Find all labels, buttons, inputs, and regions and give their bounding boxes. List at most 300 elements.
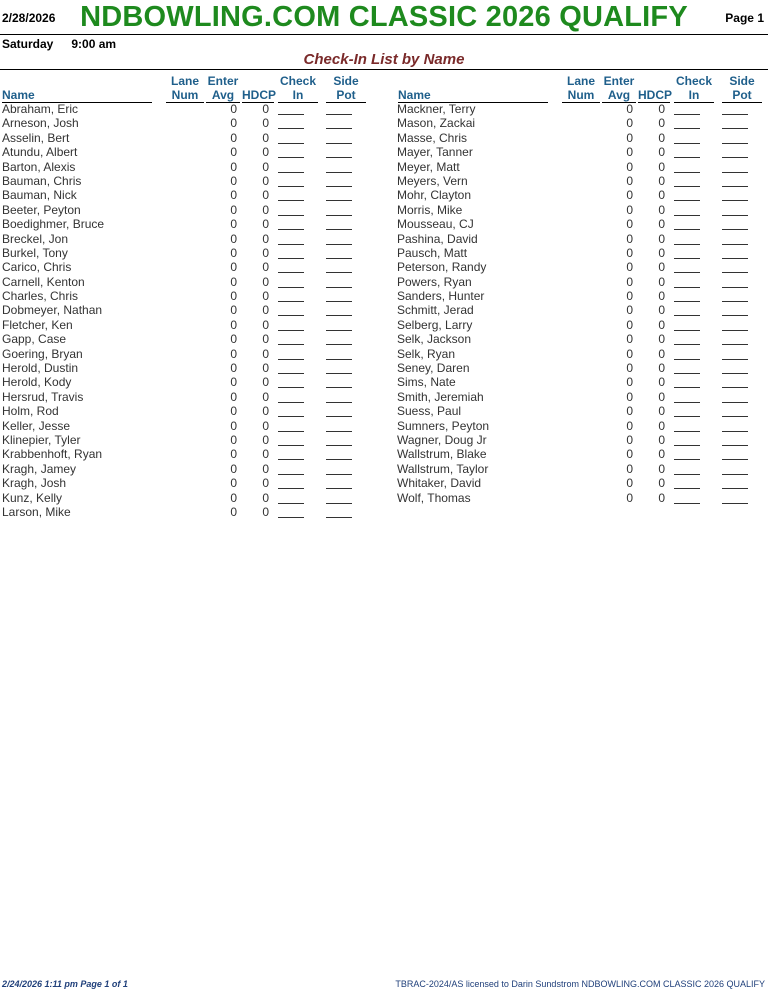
hdcp-value: 0 (262, 432, 269, 447)
enter-avg-value: 0 (230, 188, 237, 203)
bowler-name: Kragh, Jamey (2, 461, 77, 476)
enter-avg-value: 0 (230, 260, 237, 275)
side-pot-blank (722, 431, 748, 432)
bowler-row (396, 419, 764, 433)
bowler-name: Sims, Nate (397, 375, 456, 390)
hdcp-value: 0 (262, 173, 269, 188)
enter-avg-value: 0 (626, 130, 633, 145)
side-pot-blank (326, 488, 352, 489)
side-pot-blank (326, 143, 352, 144)
side-pot-blank (326, 287, 352, 288)
session-day: Saturday (2, 37, 54, 51)
bowler-name: Bauman, Chris (2, 173, 82, 188)
enter-avg-value: 0 (626, 490, 633, 505)
bowler-list-right (396, 102, 764, 505)
hdcp-value: 0 (658, 116, 665, 131)
bowler-name: Mayer, Tanner (397, 145, 473, 160)
check-in-blank (674, 488, 700, 489)
bowler-name: Gapp, Case (2, 332, 67, 347)
bowler-name: Carnell, Kenton (2, 274, 85, 289)
check-in-blank (674, 287, 700, 288)
side-pot-blank (722, 157, 748, 158)
check-in-blank (278, 330, 304, 331)
header-check-line1: Check (279, 74, 317, 88)
bowler-name: Selk, Ryan (397, 346, 456, 361)
header-side-line1: Side (333, 74, 359, 88)
check-in-blank (278, 301, 304, 302)
bowler-name: Bauman, Nick (2, 188, 77, 203)
side-pot-blank (722, 229, 748, 230)
check-in-blank (674, 402, 700, 403)
bowler-row (396, 188, 764, 202)
check-in-blank (278, 114, 304, 115)
side-pot-blank (326, 459, 352, 460)
side-pot-blank (326, 344, 352, 345)
enter-avg-value: 0 (230, 461, 237, 476)
enter-avg-value: 0 (626, 361, 633, 376)
bowler-name: Mason, Zackai (397, 116, 476, 131)
header-lane-line1: Lane (566, 74, 595, 88)
side-pot-blank (722, 200, 748, 201)
subtitle-divider (0, 69, 768, 70)
bowler-name: Mohr, Clayton (397, 188, 472, 203)
hdcp-value: 0 (658, 490, 665, 505)
header-check-line2: In (292, 88, 304, 102)
hdcp-value: 0 (262, 447, 269, 462)
enter-avg-value: 0 (626, 102, 633, 116)
bowler-row (396, 404, 764, 418)
header-side-line1: Side (729, 74, 755, 88)
enter-avg-value: 0 (626, 432, 633, 447)
check-in-blank (278, 387, 304, 388)
side-pot-blank (722, 301, 748, 302)
check-in-blank (674, 359, 700, 360)
check-in-blank (674, 172, 700, 173)
enter-avg-value: 0 (626, 447, 633, 462)
enter-avg-value: 0 (230, 418, 237, 433)
side-pot-blank (722, 287, 748, 288)
check-in-blank (278, 416, 304, 417)
enter-avg-value: 0 (626, 317, 633, 332)
hdcp-value: 0 (262, 332, 269, 347)
side-pot-blank (326, 172, 352, 173)
check-in-blank (674, 244, 700, 245)
header-lane-line2: Num (171, 88, 199, 102)
side-pot-blank (722, 215, 748, 216)
enter-avg-value: 0 (626, 404, 633, 419)
bowler-name: Suess, Paul (397, 404, 462, 419)
hdcp-value: 0 (658, 130, 665, 145)
side-pot-blank (326, 503, 352, 504)
bowler-row (0, 217, 368, 231)
check-in-blank (674, 503, 700, 504)
hdcp-value: 0 (658, 432, 665, 447)
left-column (0, 72, 368, 519)
bowler-row (0, 433, 368, 447)
header-side-line2: Pot (336, 88, 356, 102)
enter-avg-value: 0 (230, 217, 237, 232)
bowler-row (396, 102, 764, 116)
side-pot-blank (722, 488, 748, 489)
enter-avg-value: 0 (626, 173, 633, 188)
hdcp-value: 0 (262, 504, 269, 519)
header-divider (0, 34, 768, 35)
bowler-name: Herold, Kody (2, 375, 72, 390)
hdcp-value: 0 (262, 303, 269, 318)
bowler-row (396, 203, 764, 217)
enter-avg-value: 0 (230, 289, 237, 304)
check-in-blank (674, 157, 700, 158)
check-in-blank (674, 445, 700, 446)
enter-avg-value: 0 (626, 217, 633, 232)
bowler-name: Meyers, Vern (397, 173, 468, 188)
enter-avg-value: 0 (626, 389, 633, 404)
bowler-row (396, 160, 764, 174)
check-in-blank (278, 258, 304, 259)
bowler-row (396, 246, 764, 260)
header-name: Name (2, 88, 152, 103)
enter-avg-value: 0 (626, 145, 633, 160)
bowler-name: Morris, Mike (397, 202, 463, 217)
bowler-name: Hersrud, Travis (2, 389, 84, 404)
bowler-name: Mousseau, CJ (397, 217, 474, 232)
bowler-row (0, 188, 368, 202)
check-in-blank (278, 459, 304, 460)
hdcp-value: 0 (658, 389, 665, 404)
bowler-name: Selberg, Larry (397, 317, 473, 332)
side-pot-blank (326, 315, 352, 316)
bowler-name: Smith, Jeremiah (397, 389, 484, 404)
header-avg-line1: Enter (207, 74, 239, 88)
check-in-blank (674, 229, 700, 230)
header-check-line1: Check (675, 74, 713, 88)
enter-avg-value: 0 (230, 102, 237, 116)
report-date: 2/28/2026 (2, 11, 56, 25)
enter-avg-value: 0 (626, 260, 633, 275)
side-pot-blank (326, 258, 352, 259)
enter-avg-value: 0 (230, 303, 237, 318)
header-side-line2: Pot (732, 88, 752, 102)
side-pot-blank (722, 359, 748, 360)
side-pot-blank (326, 373, 352, 374)
bowler-name: Krabbenhoft, Ryan (2, 447, 103, 462)
side-pot-blank (722, 315, 748, 316)
side-pot-blank (722, 172, 748, 173)
bowler-row (0, 174, 368, 188)
enter-avg-value: 0 (230, 202, 237, 217)
check-in-blank (674, 186, 700, 187)
bowler-row (0, 232, 368, 246)
hdcp-value: 0 (658, 375, 665, 390)
bowler-list-left (0, 102, 368, 519)
enter-avg-value: 0 (230, 432, 237, 447)
header-side-pot (722, 74, 762, 103)
bowler-name: Pausch, Matt (397, 245, 468, 260)
bowler-name: Holm, Rod (2, 404, 59, 419)
enter-avg-value: 0 (626, 202, 633, 217)
bowler-name: Fletcher, Ken (2, 317, 73, 332)
check-in-blank (674, 200, 700, 201)
bowler-name: Pashina, David (397, 231, 478, 246)
bowler-name: Meyer, Matt (397, 159, 460, 174)
enter-avg-value: 0 (626, 418, 633, 433)
check-in-blank (674, 301, 700, 302)
side-pot-blank (326, 128, 352, 129)
bowler-row (0, 462, 368, 476)
hdcp-value: 0 (658, 361, 665, 376)
hdcp-value: 0 (658, 447, 665, 462)
hdcp-value: 0 (658, 260, 665, 275)
hdcp-value: 0 (658, 159, 665, 174)
column-headers (396, 72, 764, 102)
bowler-name: Sanders, Hunter (397, 289, 485, 304)
bowler-row (396, 260, 764, 274)
side-pot-blank (722, 387, 748, 388)
side-pot-blank (326, 186, 352, 187)
bowler-name: Beeter, Peyton (2, 202, 81, 217)
check-in-blank (674, 474, 700, 475)
header-avg-line2: Avg (211, 88, 235, 102)
enter-avg-value: 0 (230, 504, 237, 519)
page-number: Page 1 (725, 11, 764, 25)
side-pot-blank (722, 503, 748, 504)
check-in-blank (674, 416, 700, 417)
bowler-name: Keller, Jesse (2, 418, 71, 433)
enter-avg-value: 0 (626, 159, 633, 174)
bowler-row (396, 375, 764, 389)
bowler-name: Atundu, Albert (2, 145, 78, 160)
hdcp-value: 0 (262, 188, 269, 203)
bowler-row (0, 404, 368, 418)
check-in-blank (674, 128, 700, 129)
bowler-row (0, 361, 368, 375)
enter-avg-value: 0 (626, 188, 633, 203)
header-lane-num (562, 74, 600, 103)
side-pot-blank (722, 373, 748, 374)
bowler-row (0, 260, 368, 274)
bowler-name: Wagner, Doug Jr (397, 432, 487, 447)
side-pot-blank (722, 128, 748, 129)
bowler-row (396, 390, 764, 404)
hdcp-value: 0 (658, 145, 665, 160)
enter-avg-value: 0 (626, 332, 633, 347)
check-in-blank (674, 431, 700, 432)
check-in-blank (674, 387, 700, 388)
header-enter-avg (602, 74, 636, 103)
bowler-row (0, 203, 368, 217)
bowler-row (0, 375, 368, 389)
bowler-row (396, 174, 764, 188)
side-pot-blank (326, 474, 352, 475)
license-line: TBRAC-2024/AS licensed to Darin Sundstrom NDBOWLING.COM CLASSIC 2026 QUALIFY (395, 979, 765, 989)
header-side-pot (326, 74, 366, 103)
check-in-blank (278, 215, 304, 216)
enter-avg-value: 0 (230, 389, 237, 404)
check-in-blank (278, 244, 304, 245)
hdcp-value: 0 (658, 245, 665, 260)
side-pot-blank (722, 402, 748, 403)
enter-avg-value: 0 (230, 490, 237, 505)
bowler-row (396, 131, 764, 145)
hdcp-value: 0 (262, 245, 269, 260)
check-in-blank (278, 344, 304, 345)
side-pot-blank (722, 272, 748, 273)
check-in-blank (674, 114, 700, 115)
bowler-row (396, 116, 764, 130)
header-name: Name (398, 88, 548, 103)
hdcp-value: 0 (262, 361, 269, 376)
bowler-name: Selk, Jackson (397, 332, 472, 347)
bowler-name: Mackner, Terry (397, 102, 476, 116)
bowler-row (396, 447, 764, 461)
check-in-blank (674, 215, 700, 216)
header-avg-line1: Enter (603, 74, 635, 88)
check-in-blank (278, 186, 304, 187)
bowler-name: Schmitt, Jerad (397, 303, 474, 318)
check-in-blank (278, 431, 304, 432)
enter-avg-value: 0 (230, 346, 237, 361)
side-pot-blank (326, 445, 352, 446)
hdcp-value: 0 (262, 476, 269, 491)
header-lane-line1: Lane (170, 74, 199, 88)
header-lane-line2: Num (567, 88, 595, 102)
bowler-row (396, 318, 764, 332)
enter-avg-value: 0 (626, 346, 633, 361)
bowler-name: Abraham, Eric (2, 102, 79, 116)
side-pot-blank (722, 114, 748, 115)
header-hdcp: HDCP (242, 88, 277, 102)
side-pot-blank (722, 416, 748, 417)
side-pot-blank (326, 215, 352, 216)
enter-avg-value: 0 (230, 130, 237, 145)
header-check-line2: In (688, 88, 700, 102)
bowler-row (396, 275, 764, 289)
enter-avg-value: 0 (230, 317, 237, 332)
bowler-name: Seney, Daren (397, 361, 470, 376)
side-pot-blank (326, 244, 352, 245)
enter-avg-value: 0 (230, 231, 237, 246)
side-pot-blank (326, 301, 352, 302)
bowler-row (0, 347, 368, 361)
hdcp-value: 0 (262, 102, 269, 116)
bowler-row (0, 145, 368, 159)
enter-avg-value: 0 (626, 461, 633, 476)
bowler-row (0, 419, 368, 433)
check-in-blank (278, 287, 304, 288)
bowler-row (0, 447, 368, 461)
check-in-blank (278, 474, 304, 475)
check-in-blank (278, 272, 304, 273)
bowler-row (396, 289, 764, 303)
report-subtitle: Check-In List by Name (303, 51, 465, 68)
bowler-row (396, 145, 764, 159)
enter-avg-value: 0 (230, 116, 237, 131)
hdcp-value: 0 (658, 231, 665, 246)
bowler-name: Asselin, Bert (2, 130, 70, 145)
side-pot-blank (722, 474, 748, 475)
side-pot-blank (722, 459, 748, 460)
check-in-blank (278, 128, 304, 129)
check-in-blank (278, 200, 304, 201)
side-pot-blank (722, 186, 748, 187)
enter-avg-value: 0 (230, 245, 237, 260)
side-pot-blank (326, 517, 352, 518)
check-in-blank (278, 157, 304, 158)
bowler-name: Boedighmer, Bruce (2, 217, 105, 232)
hdcp-value: 0 (658, 188, 665, 203)
check-in-blank (278, 373, 304, 374)
bowler-row (0, 275, 368, 289)
bowler-name: Kunz, Kelly (2, 490, 63, 505)
column-headers (0, 72, 368, 102)
bowler-name: Larson, Mike (2, 504, 71, 519)
bowler-row (0, 160, 368, 174)
hdcp-value: 0 (262, 231, 269, 246)
side-pot-blank (326, 200, 352, 201)
bowler-row (396, 217, 764, 231)
hdcp-value: 0 (262, 389, 269, 404)
bowler-name: Herold, Dustin (2, 361, 79, 376)
enter-avg-value: 0 (230, 447, 237, 462)
side-pot-blank (722, 344, 748, 345)
hdcp-value: 0 (658, 202, 665, 217)
bowler-name: Burkel, Tony (2, 245, 68, 260)
bowler-row (0, 102, 368, 116)
check-in-blank (674, 459, 700, 460)
bowler-name: Klinepier, Tyler (2, 432, 81, 447)
bowler-name: Powers, Ryan (397, 274, 472, 289)
check-in-blank (278, 488, 304, 489)
side-pot-blank (326, 157, 352, 158)
hdcp-value: 0 (262, 289, 269, 304)
check-in-blank (674, 373, 700, 374)
print-timestamp: 2/24/2026 1:11 pm Page 1 of 1 (2, 979, 128, 989)
check-in-blank (278, 445, 304, 446)
hdcp-value: 0 (262, 116, 269, 131)
header-enter-avg (206, 74, 240, 103)
enter-avg-value: 0 (626, 289, 633, 304)
bowler-name: Arneson, Josh (2, 116, 79, 131)
side-pot-blank (326, 330, 352, 331)
check-in-blank (674, 272, 700, 273)
hdcp-value: 0 (658, 317, 665, 332)
check-in-blank (278, 143, 304, 144)
header-check-in (674, 74, 714, 103)
report-title: NDBOWLING.COM CLASSIC 2026 QUALIFY (80, 1, 688, 33)
bowler-row (0, 303, 368, 317)
check-in-blank (278, 402, 304, 403)
check-in-blank (278, 503, 304, 504)
side-pot-blank (326, 114, 352, 115)
bowler-name: Carico, Chris (2, 260, 72, 275)
bowler-row (396, 232, 764, 246)
hdcp-value: 0 (262, 274, 269, 289)
enter-avg-value: 0 (626, 476, 633, 491)
enter-avg-value: 0 (626, 245, 633, 260)
hdcp-value: 0 (658, 217, 665, 232)
enter-avg-value: 0 (230, 145, 237, 160)
hdcp-value: 0 (262, 217, 269, 232)
side-pot-blank (722, 143, 748, 144)
bowler-row (0, 476, 368, 490)
hdcp-value: 0 (262, 404, 269, 419)
hdcp-value: 0 (262, 145, 269, 160)
check-in-blank (278, 517, 304, 518)
enter-avg-value: 0 (230, 332, 237, 347)
side-pot-blank (722, 244, 748, 245)
hdcp-value: 0 (262, 418, 269, 433)
enter-avg-value: 0 (230, 173, 237, 188)
